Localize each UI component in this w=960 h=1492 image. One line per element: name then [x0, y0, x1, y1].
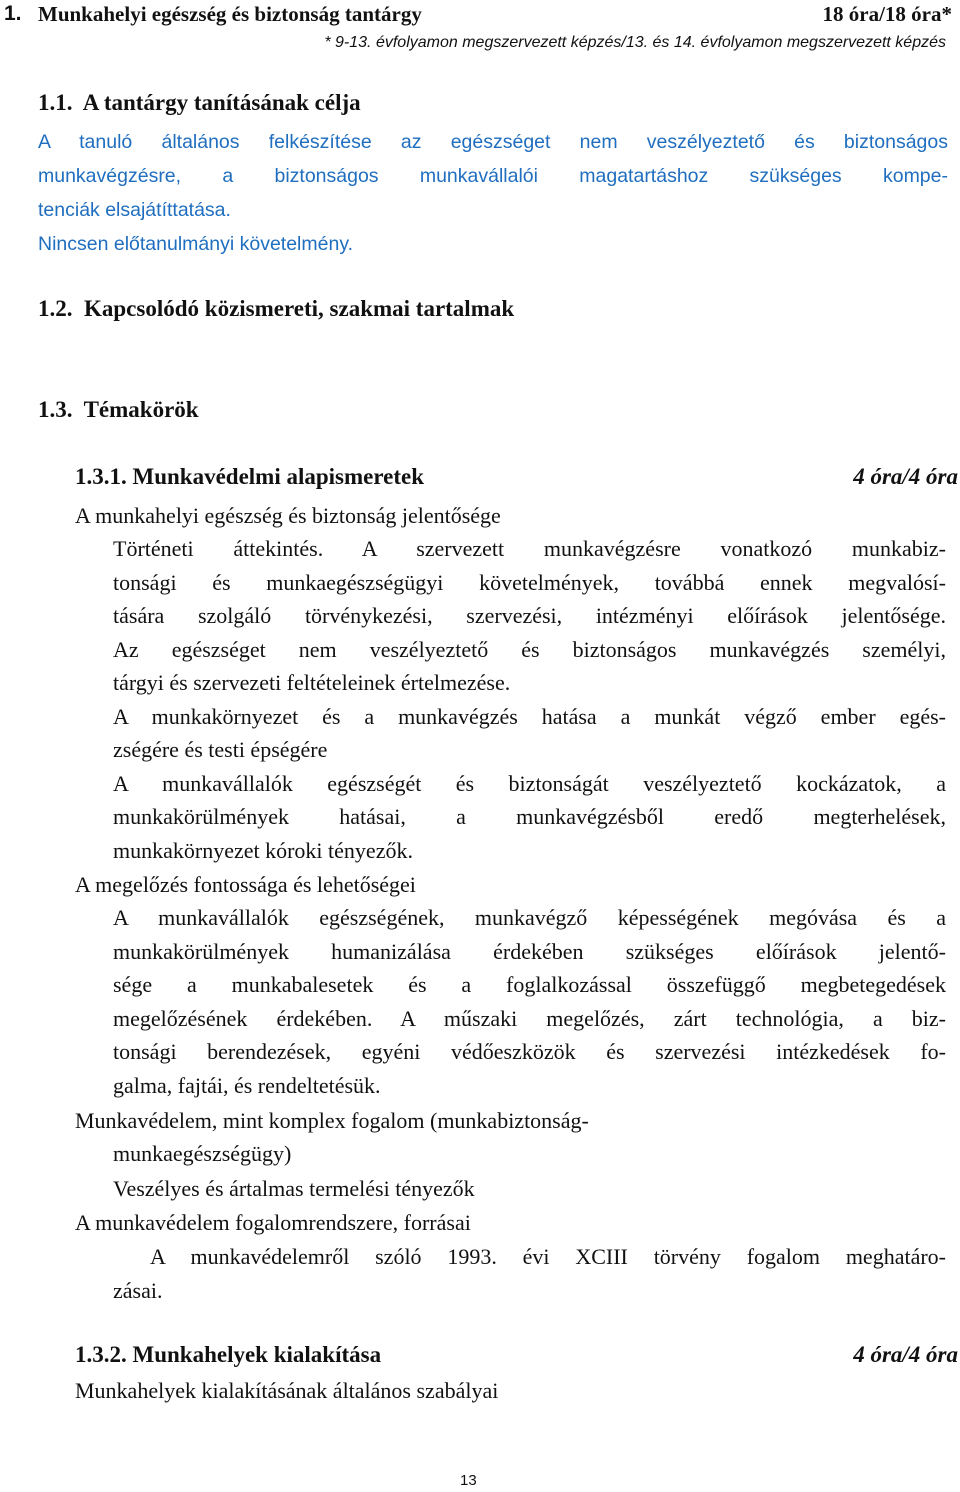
- text-line: megelőzésének érdekében. A műszaki megelőzés, zárt technológia, a biz-: [113, 1005, 946, 1031]
- text-line: A tanuló általános felkészítése az egészséget nem veszélyeztető és biztonságos: [38, 131, 948, 153]
- text-line: tonsági és munkaegészségügyi követelmények, továbbá ennek megvalósí-: [113, 569, 946, 595]
- chapter-title: Munkahelyi egészség és biztonság tantárgy: [38, 2, 422, 26]
- text-line: Az egészséget nem veszélyeztető és biztonságos munkavégzés személyi,: [113, 636, 946, 662]
- text-line: tására szolgáló törvénykezési, szervezési, intézményi előírások jelentősége.: [113, 603, 946, 628]
- text-line: tárgyi és szervezeti feltételeinek értelmezése.: [113, 670, 511, 695]
- chapter-note: * 9-13. évfolyamon megszervezett képzés/13. és 14. évfolyamon megszervezett képzés: [324, 34, 946, 51]
- topic-1-3-1-paragraph-1: [113, 532, 946, 867]
- chapter-number: 1.: [4, 2, 22, 25]
- section-1-3-heading: 1.3. Témakörök: [38, 397, 199, 422]
- text-line: munkakörülmények humanizálása érdekében szükséges előírások jelentő-: [113, 938, 946, 964]
- text-line: munkakörülmények hatásai, a munkavégzésből eredő megterhelések,: [113, 804, 946, 829]
- subtopic-heading: A munkahelyi egészség és biztonság jelentősége: [75, 503, 501, 528]
- page-number: 13: [460, 1472, 477, 1489]
- text-line: Történeti áttekintés. A szervezett munkavégzésre vonatkozó munkabiz-: [113, 536, 946, 561]
- subtopic-heading: A munkavédelem fogalomrendszere, forrásai: [75, 1210, 471, 1235]
- topic-1-3-1-hours: 4 óra/4 óra: [853, 464, 958, 489]
- section-1-2-heading: 1.2. Kapcsolódó közismereti, szakmai tartalmak: [38, 296, 515, 321]
- subtopic-heading: A megelőzés fontossága és lehetőségei: [75, 872, 416, 897]
- text-line: tenciák elsajátíttatása.: [38, 199, 231, 221]
- text-line: A munkavállalók egészségének, munkavégző képességének megóvása és a: [113, 905, 946, 930]
- text-line: A munkakörnyezet és a munkavégzés hatása a munkát végző ember egés-: [113, 703, 946, 729]
- topic-1-3-1-heading: 1.3.1. Munkavédelmi alapismeretek: [75, 464, 425, 489]
- text-line: galma, fajtái, és rendeltetésük.: [113, 1072, 381, 1098]
- topic-1-3-1-paragraph-2: [113, 901, 946, 1102]
- section-1-1-heading: 1.1. A tantárgy tanításának célja: [38, 90, 361, 115]
- subtopic-heading: Munkahelyek kialakításának általános szabályai: [75, 1378, 499, 1403]
- chapter-hours: 18 óra/18 óra*: [822, 2, 952, 26]
- subtopic-heading: Munkavédelem, mint komplex fogalom (munkabiztonság-: [75, 1108, 589, 1133]
- text-line: sége a munkabalesetek és a foglalkozással összefüggő megbetegedések: [113, 972, 946, 997]
- subtopic-heading-continuation: munkaegészségügy): [113, 1141, 292, 1166]
- text-line: Nincsen előtanulmányi követelmény.: [38, 233, 354, 255]
- topic-1-3-2-hours: 4 óra/4 óra: [853, 1342, 958, 1367]
- text-line: A munkavállalók egészségét és biztonságát veszélyeztető kockázatok, a: [113, 770, 946, 796]
- topic-1-3-2-heading: 1.3.2. Munkahelyek kialakítása: [75, 1342, 382, 1367]
- text-line: zásai.: [113, 1277, 163, 1303]
- text-line: munkakörnyezet kóroki tényezők.: [113, 837, 413, 863]
- text-line: zségére és testi épségére: [113, 737, 328, 762]
- text-line: munkavégzésre, a biztonságos munkavállalói magatartáshoz szükséges kompe-: [38, 165, 948, 187]
- text-line: tonsági berendezések, egyéni védőeszközök és szervezési intézkedések fo-: [113, 1039, 946, 1064]
- topic-item: [113, 1240, 946, 1307]
- topic-item: Veszélyes és ártalmas termelési tényezők: [113, 1176, 475, 1201]
- text-line: A munkavédelemről szóló 1993. évi XCIII törvény fogalom meghatáro-: [150, 1244, 946, 1269]
- section-1-1-paragraph: [38, 125, 948, 261]
